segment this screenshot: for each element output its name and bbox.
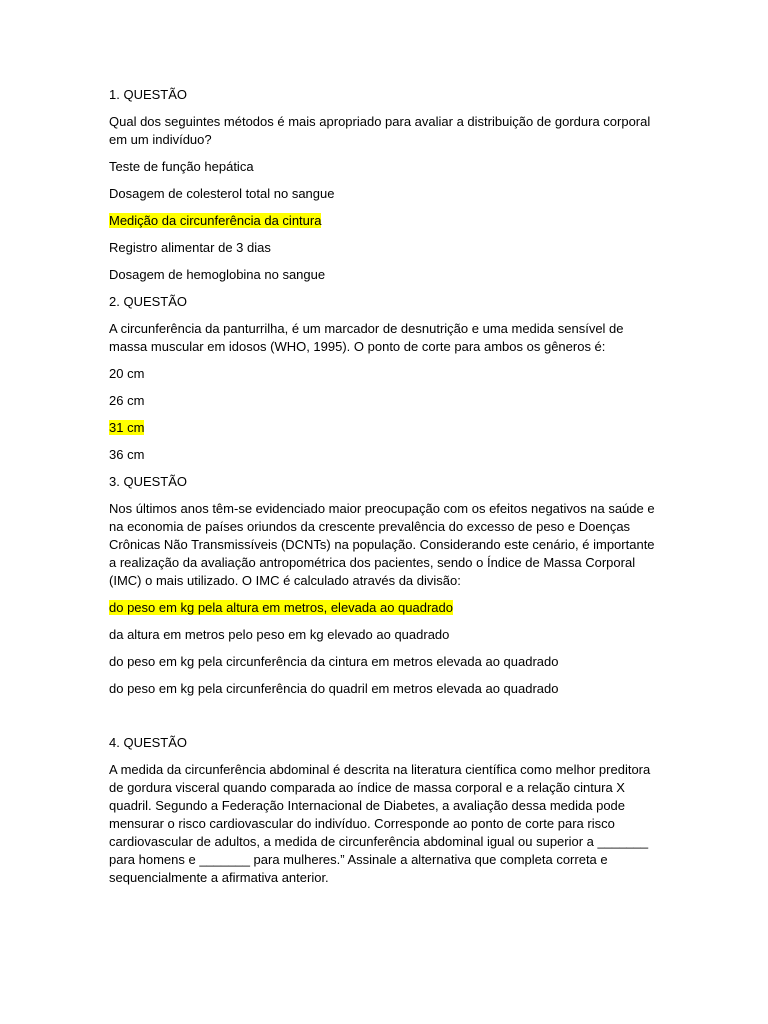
question-title: 2. QUESTÃO (109, 294, 188, 309)
question-text: Nos últimos anos têm-se evidenciado maior preocupação com os efeitos negativos na saúde e na economia de países oriundos da crescente prevalência do excesso de peso e Doenças Crônicas Não Transmissíveis (DCNTs) na população. Considerando este cenário, é importante a realização da avaliação antropométrica dos pacientes, sendo o Índice de Massa Corporal (IMC) o mais utilizado. O IMC é calculado através da divisão: (109, 501, 655, 588)
question-text: A circunferência da panturrilha, é um marcador de desnutrição e uma medida sensível de massa muscular em idosos (WHO, 1995). O ponto de corte para ambos os gêneros é: (109, 321, 624, 354)
answer-option: Dosagem de hemoglobina no sangue (109, 267, 326, 282)
answer-option: do peso em kg pela circunferência do quadril em metros elevada ao quadrado (109, 681, 559, 696)
answer-option: Registro alimentar de 3 dias (109, 240, 271, 255)
answer-option: Dosagem de colesterol total no sangue (109, 186, 335, 201)
answer-option-highlighted: do peso em kg pela altura em metros, elevada ao quadrado (109, 600, 453, 615)
document-page (109, 86, 659, 896)
answer-option-highlighted: 31 cm (109, 420, 145, 435)
question-text: A medida da circunferência abdominal é descrita na literatura científica como melhor preditora de gordura visceral quando comparada ao índice de massa corporal e a relação cintura X quadril. Segundo a Federação Internacional de Diabetes, a avaliação dessa medida pode mensurar o risco cardiovascular do indivíduo. Corresponde ao ponto de corte para risco cardiovascular de adultos, a medida de circunferência abdominal igual ou superior a _______ para homens e _______ para mulheres.” Assinale a alternativa que completa correta e sequencialmente a afirmativa anterior. (109, 762, 651, 885)
answer-option: 26 cm (109, 393, 145, 408)
question-2 (109, 293, 659, 464)
question-4 (109, 734, 659, 887)
answer-option: 20 cm (109, 366, 145, 381)
answer-option: do peso em kg pela circunferência da cintura em metros elevada ao quadrado (109, 654, 559, 669)
question-3 (109, 473, 659, 698)
answer-option: Teste de função hepática (109, 159, 254, 174)
answer-option: 36 cm (109, 447, 145, 462)
question-title: 4. QUESTÃO (109, 735, 188, 750)
question-title: 1. QUESTÃO (109, 87, 188, 102)
answer-option-highlighted: Medição da circunferência da cintura (109, 213, 322, 228)
question-title: 3. QUESTÃO (109, 474, 188, 489)
question-text: Qual dos seguintes métodos é mais apropriado para avaliar a distribuição de gordura corporal em um indivíduo? (109, 114, 651, 147)
spacer (109, 707, 659, 734)
answer-option: da altura em metros pelo peso em kg elevado ao quadrado (109, 627, 450, 642)
question-1 (109, 86, 659, 284)
